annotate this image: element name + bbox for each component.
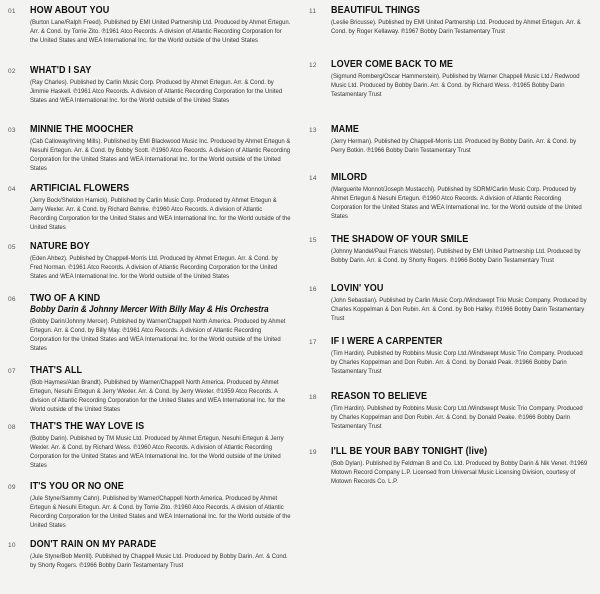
track-credits: (Jule Styne/Bob Merrill). Published by Chappell Music Ltd. Produced by Bobby Darin. Arr. & Cond. by Shorty Rogers. ℗1966 Bobby Darin Testamentary Trust <box>30 553 288 569</box>
track-credits: (Jerry Bock/Sheldon Harnick). Published by Carlin Music Corp. Produced by Ahmet Ertegun & Jerry Wexler. Arr. & Cond. by Richard Behrke. ℗1960 Atco Records. A division of Atlantic Recording Corporation for the United States and WEA International Inc. for the World outside of the United States <box>30 197 291 231</box>
track-number: 12 <box>309 62 317 69</box>
track-title: I'LL BE YOUR BABY TONIGHT (live) <box>331 445 488 457</box>
track-title: MINNIE THE MOOCHER <box>30 123 134 135</box>
track-credits: (Bob Dylan). Published by Feldman B and Co. Ltd. Produced by Bobby Darin & Nik Venet. ℗1969 Motown Record Company L.P. Licensed from Universal Music Licensing Division, courtesy of Motown Records Co. L.P. <box>331 460 588 485</box>
track-title: MAME <box>331 123 359 135</box>
track-number: 06 <box>8 296 16 303</box>
track-title: THAT'S THE WAY LOVE IS <box>30 420 145 432</box>
track-number: 11 <box>309 8 317 15</box>
track-credits: (Leslie Bricusse). Published by EMI United Partnership Ltd. Produced by Ahmet Ertegun. Arr. & Cond. by Roger Kellaway. ℗1967 Bobby Darin Testamentary Trust <box>331 19 581 35</box>
track-title: BEAUTIFUL THINGS <box>331 4 421 16</box>
track-title: THAT'S ALL <box>30 364 83 376</box>
track-title: REASON TO BELIEVE <box>331 390 428 402</box>
track-credits: (Jule Styne/Sammy Cahn). Published by Warner/Chappell North America. Produced by Ahmet Ertegun & Nesuhi Ertegun. Arr. & Cond. by Torrie Zito. ℗1960 Atco Records. A division of Atlantic Recording Corporation for the United States and WEA International Inc. for the World outside of the United States <box>30 495 291 529</box>
track-title: LOVER COME BACK TO ME <box>331 58 454 70</box>
track-credits: (Tim Hardin). Published by Robbins Music Corp Ltd./Windswept Music Trio Company. Produced by Charles Koppelman and Don Rubin. Arr. & Cond. by Donald Peak. ℗1966 Bobby Darin Testamentary Trust <box>331 350 583 375</box>
track-credits: (Ray Charles). Published by Carlin Music Corp. Produced by Ahmet Ertegun. Arr. & Cond. by Jimmie Haskell. ℗1961 Atco Records. A division of Atlantic Recording Corporation for the United States and WEA International Inc. for the World outside of the United States <box>30 79 283 104</box>
track-credits: (Tim Hardin). Published by Robbins Music Corp Ltd./Windswept Music Trio Company. Produced by Charles Koppelman and Don Rubin. Arr. & Cond. by Donald Peake. ℗1966 Bobby Darin Testamentary Trust <box>331 405 583 430</box>
track-title: NATURE BOY <box>30 240 90 252</box>
track-number: 18 <box>309 394 317 401</box>
track-number: 04 <box>8 186 16 193</box>
track-number: 08 <box>8 424 16 431</box>
track-credits: (Cab Calloway/Irving Mills). Published by EMI Blackwood Music Inc. Produced by Ahmet Ertegun & Nesuhi Ertegun. Arr. & Cond. by Bobby Scott. ℗1960 Atco Records. A division of Atlantic Recording Corporation for the United States and WEA International Inc. for the World outside of the United States <box>30 138 291 172</box>
track-title: ARTIFICIAL FLOWERS <box>30 182 130 194</box>
track-title: THE SHADOW OF YOUR SMILE <box>331 233 469 245</box>
track-credits: (Johnny Mandel/Paul Francis Webster). Published by EMI United Partnership Ltd. Produced by Bobby Darin. Arr. & Cond. by Shorty Rogers. ℗1966 Bobby Darin Testamentary Trust <box>331 248 581 264</box>
track-number: 13 <box>309 127 317 134</box>
track-title: DON'T RAIN ON MY PARADE <box>30 538 157 550</box>
track-credits: (Marguerite Monnot/Joseph Mustacchi). Published by SDRM/Carlin Music Corp. Produced by Ahmet Ertegun & Nesuhi Ertegun. ℗1960 Atco Records. A division of Atlantic Recording Corporation for the United States and WEA International Inc. for the World outside of the United States <box>331 186 582 220</box>
track-number: 01 <box>8 8 16 15</box>
track-credits: (Bobby Darin). Published by TM Music Ltd. Produced by Ahmet Ertegun, Nesuhi Ertegun & Jerry Wexler. Arr. & Cond. by Richard Wess. ℗1960 Atco Records. A division of Atlantic Recording Corporation for the United States and WEA International Inc. for the World outside of the United States <box>30 435 284 469</box>
track-number: 14 <box>309 175 317 182</box>
track-title: HOW ABOUT YOU <box>30 4 110 16</box>
track-credits: (Jerry Herman). Published by Chappell-Morris Ltd. Produced by Bobby Darin. Arr. & Cond. by Perry Botkin. ℗1966 Bobby Darin Testamentary Trust <box>331 138 577 154</box>
track-title: TWO OF A KIND <box>30 292 101 304</box>
track-title: IT'S YOU OR NO ONE <box>30 480 124 492</box>
track-credits: (Eden Ahbez). Published by Chappell-Morris Ltd. Produced by Ahmet Ertegun. Arr. & Cond. by Fred Norman. ℗1961 Atco Records. A division of Atlantic Recording Corporation for the United States and WEA International Inc. for the World outside of the United States <box>30 255 278 280</box>
track-credits: (Sigmund Romberg/Oscar Hammerstein). Published by Warner Chappell Music Ltd./ Redwood Music Ltd. Produced by Bobby Darin. Arr. & Cond. by Richard Wess. ℗1965 Bobby Darin Testamentary Trust <box>331 73 580 98</box>
track-number: 07 <box>8 368 16 375</box>
track-title: MILORD <box>331 171 368 183</box>
track-title: LOVIN' YOU <box>331 282 384 294</box>
track-number: 02 <box>8 68 16 75</box>
track-credits: (Bob Haymes/Alan Brandt). Published by Warner/Chappell North America. Produced by Ahmet Ertegun, Nesuhi Ertegun & Jerry Wexler. Arr. & Cond. by Jerry Wexler. ℗1959 Atco Records. A division of Atlantic Recording Corporation for the United States and WEA International Inc. for the World outside of the United States <box>30 379 286 413</box>
track-number: 10 <box>8 542 16 549</box>
track-number: 19 <box>309 449 317 456</box>
track-artist-subtitle: Bobby Darin & Johnny Mercer With Billy May & His Orchestra <box>30 304 269 315</box>
track-credits: (Burton Lane/Ralph Freed). Published by EMI United Partnership Ltd. Produced by Ahmet Ertegun. Arr. & Cond. by Torrie Zito. ℗1961 Atco Records. A division of Atlantic Recording Corporation for the United States and WEA International Inc. for the World outside of the United States <box>30 19 291 44</box>
track-title: WHAT'D I SAY <box>30 64 92 76</box>
track-number: 16 <box>309 286 317 293</box>
track-credits: (John Sebastian). Published by Carlin Music Corp./Windswept Trio Music Company. Produced by Charles Koppelman & Don Rubin. Arr. & Cond. by Bob Halley. ℗1966 Bobby Darin Testamentary Trust <box>331 297 587 322</box>
track-number: 03 <box>8 127 16 134</box>
track-title: IF I WERE A CARPENTER <box>331 335 443 347</box>
track-number: 09 <box>8 484 16 491</box>
track-number: 05 <box>8 244 16 251</box>
track-credits: (Bobby Darin/Johnny Mercer). Published by Warner/Chappell North America. Produced by Ahmet Ertegun. Arr. & Cond. by Billy May. ℗1961 Atco Records. A division of Atlantic Recording Corporation for the United States and WEA International Inc. for the World outside of the United States <box>30 318 286 352</box>
track-number: 17 <box>309 339 317 346</box>
track-number: 15 <box>309 237 317 244</box>
